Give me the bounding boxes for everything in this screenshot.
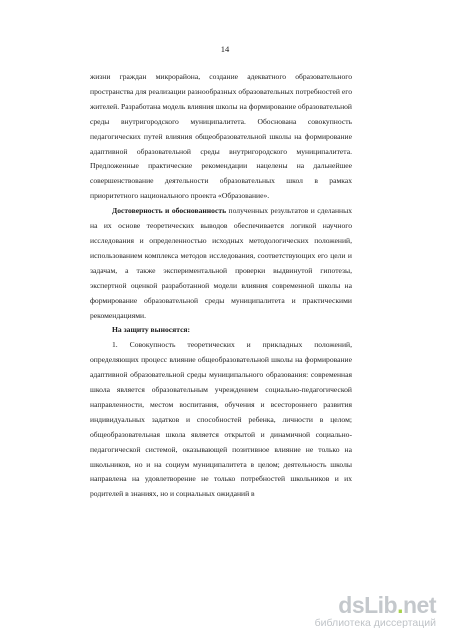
page-number: 14 (220, 44, 230, 54)
body-text (90, 70, 352, 502)
dslib-watermark (315, 593, 436, 629)
reliability-term: Достоверность и обоснованность (112, 206, 227, 216)
paragraph-novelty: жизни граждан микрорайона, создание адекватного образовательного пространства для реализации разнообразных образовательных потребностей его жителей. Разработана модель влияния школы на формирование образовательной среды внутригородского муниципалитета. Обоснована совокупность педагогических путей влияния общеобразовательной школы на формирование адаптивной образовательной среды внутригородского муниципалитета. Предложенные практические рекомендации нацелены на дальнейшее совершенствование деятельности образовательных школ в рамках приоритетного национального проекта «Образование». (90, 72, 352, 201)
paragraph-reliability (90, 204, 352, 323)
dslib-subtitle: библиотека диссертаций (314, 617, 436, 629)
paragraph-defense-point-1: 1. Совокупность теоретических и прикладных положений, определяющих процесс влияние общеобразовательной школы на формирование адаптивной образовательной среды муниципального образования: современная школа является образовательным учреждением социально-педагогической направленности, местом воспитания, обучения и всестороннего развития индивидуальных задатков и способностей ребенка, личности в целом; общеобразовательная школа является открытой и динамичной социально-педагогической системой, оказывающей позитивное влияние не только на школьников, но и на социум муниципалитета в целом; деятельность школы направлена на удовлетворение не только потребностей школьников и их родителей в знаниях, но и социальных ожиданий в (90, 340, 352, 499)
reliability-text: полученных результатов и сделанных на их основе теоретических выводов обеспечивается логикой научного исследования и определенностью исходных методологических положений, использованием комплекса методов исследования, соответствующих его цели и задачам, а также экспериментальной проверки выдвинутой гипотезы, экспертной оценкой разработанной модели влияния современной школы на формирование образовательной среды муниципалитета и практическими рекомендациями. (90, 206, 352, 320)
dslib-logo: dsLib.net (338, 592, 436, 618)
defense-heading: На защиту выносятся: (112, 325, 191, 335)
